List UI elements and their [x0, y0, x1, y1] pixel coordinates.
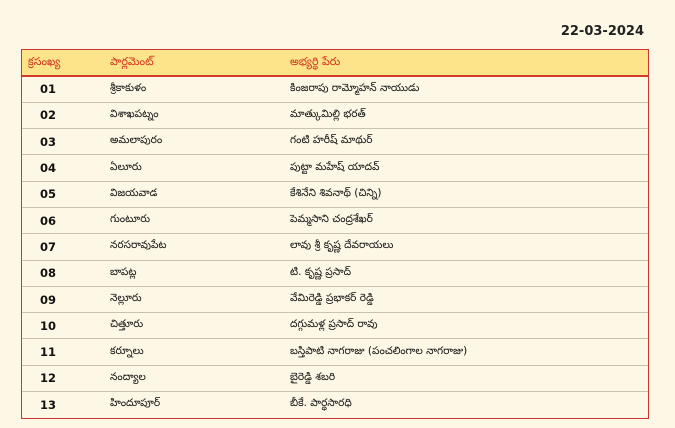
candidates-table — [21, 49, 649, 419]
table-row — [22, 365, 648, 391]
constituency-name: విజయవాడ — [110, 186, 158, 199]
constituency-name: నెల్లూరు — [110, 292, 142, 305]
constituency-name: గుంటూరు — [110, 213, 151, 226]
constituency-name: అమలాపురం — [110, 134, 163, 147]
table-row — [22, 155, 648, 181]
table-row — [22, 339, 648, 365]
serial-number: 01 — [40, 82, 57, 97]
candidate-name: కేశినేని శివనాథ్ (చిన్ని) — [290, 186, 382, 199]
serial-number: 04 — [40, 161, 57, 176]
table-row — [22, 181, 648, 207]
candidate-name: పుట్టా మహేష్ యాదవ్ — [290, 160, 380, 173]
table-row — [22, 286, 648, 312]
constituency-name: కర్నూలు — [110, 344, 144, 357]
serial-number: 03 — [40, 134, 57, 149]
table-row — [22, 234, 648, 260]
table-row — [22, 207, 648, 233]
candidate-name: టి. కృష్ణ ప్రసాద్ — [290, 265, 351, 278]
candidate-name: బైరెడ్డి శబరి — [290, 370, 336, 383]
serial-number: 06 — [40, 213, 57, 228]
table-row — [22, 260, 648, 286]
candidate-name: వేమిరెడ్డి ప్రభాకర్ రెడ్డి — [290, 292, 374, 305]
table-row — [22, 102, 648, 128]
serial-number: 11 — [40, 345, 57, 360]
table-row — [22, 313, 648, 339]
header-serial: క్రసంఖ్య — [28, 54, 61, 68]
constituency-name: చిత్తూరు — [110, 318, 144, 331]
table-row — [22, 76, 648, 102]
serial-number: 08 — [40, 266, 57, 281]
serial-number: 10 — [40, 318, 57, 333]
candidate-name: బీకే. పార్థసారధి — [290, 397, 352, 410]
serial-number: 09 — [40, 292, 57, 307]
header-constituency: పార్లమెంట్ — [110, 54, 154, 68]
table-row — [22, 129, 648, 155]
constituency-name: నరసరావుపేట — [110, 239, 167, 252]
candidate-name: కింజరాపు రామ్మోహన్ నాయుడు — [290, 81, 420, 94]
serial-number: 12 — [40, 371, 57, 386]
candidate-name: పెమ్మసాని చంద్రశేఖర్ — [290, 213, 373, 226]
candidate-name: లావు శ్రీ కృష్ణ దేవరాయలు — [290, 239, 394, 252]
constituency-name: నంద్యాల — [110, 370, 146, 383]
header-candidate: అభ్యర్థి పేరు — [290, 54, 341, 68]
constituency-name: బాపట్ల — [110, 265, 137, 278]
table-header-row — [22, 50, 648, 76]
constituency-name: శ్రీకాకుళం — [110, 81, 147, 94]
serial-number: 07 — [40, 239, 57, 254]
constituency-name: ఏలూరు — [110, 160, 142, 173]
candidate-name: బస్తిపాటి నాగరాజు (పంచలింగాల నాగరాజు) — [290, 344, 468, 357]
serial-number: 02 — [40, 108, 57, 123]
serial-number: 05 — [40, 187, 57, 202]
serial-number: 13 — [40, 397, 57, 412]
candidate-name: దగ్గుమళ్ల ప్రసాద్ రావు — [290, 318, 378, 331]
date-label: 22-03-2024 — [560, 24, 644, 39]
constituency-name: విశాఖపట్నం — [110, 107, 159, 120]
constituency-name: హిందూపూర్ — [110, 397, 161, 410]
candidate-name: మాత్కుమిల్లి భరత్ — [290, 107, 366, 120]
table-row — [22, 392, 648, 418]
candidate-name: గంటి హరీష్ మాథుర్ — [290, 134, 373, 147]
